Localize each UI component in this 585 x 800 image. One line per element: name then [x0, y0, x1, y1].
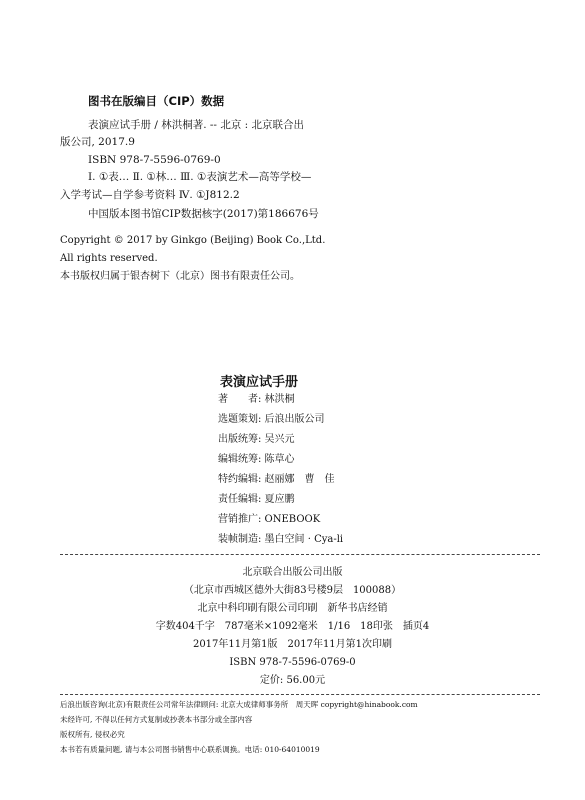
price-line: 定价: 56.00元 — [259, 675, 326, 686]
legal-counsel-line: 后浪出版咨询(北京)有限责任公司常年法律顾问: 北京大成律师事务所 周天晖 copyright@hinabook.com — [60, 700, 418, 709]
credit-marketing: 营销推广: ONEBOOK — [218, 514, 321, 525]
credit-author: 著 者: 林洪桐 — [218, 394, 295, 405]
credit-editing-coord: 编辑统筹: 陈草心 — [218, 454, 295, 465]
cip-subject-line1: Ⅰ. ①表… Ⅱ. ①林… Ⅲ. ①表演艺术—高等学校— — [88, 171, 312, 183]
cip-entry-line1: 表演应试手册 / 林洪桐著. -- 北京 : 北京联合出 — [88, 119, 305, 131]
isbn-line: ISBN 978-7-5596-0769-0 — [229, 657, 356, 668]
copyright-line: Copyright © 2017 by Ginkgo (Beijing) Book Co.,Ltd. — [60, 235, 326, 246]
divider-top — [60, 554, 540, 555]
quality-notice: 本书若有质量问题, 请与本公司图书销售中心联系调换。电话: 010-64010019 — [60, 745, 320, 754]
specs-line: 字数404千字 787毫米×1092毫米 1/16 18印张 插页4 — [155, 621, 430, 632]
credit-design: 装帧制造: 墨白空间 · Cya-li — [218, 534, 344, 545]
credit-special-editors: 特约编辑: 赵丽娜 曹 佳 — [218, 474, 335, 485]
divider-bottom — [60, 694, 540, 695]
no-copy-notice: 未经许可, 不得以任何方式复制或抄袭本书部分或全部内容 — [60, 715, 253, 724]
credit-responsible-editor: 责任编辑: 夏应鹏 — [218, 494, 295, 505]
edition-line: 2017年11月第1版 2017年11月第1次印刷 — [192, 639, 393, 650]
printer-line: 北京中科印刷有限公司印刷 新华书店经销 — [197, 603, 388, 614]
publisher-line: 北京联合出版公司出版 — [242, 567, 343, 578]
cip-entry-line2: 版公司, 2017.9 — [60, 136, 135, 148]
address-line: （北京市西城区德外大街83号楼9层 100088） — [183, 585, 402, 596]
all-rights-line: All rights reserved. — [60, 253, 158, 264]
cip-number: 中国版本图书馆CIP数据核字(2017)第186676号 — [88, 208, 319, 220]
credit-planning: 选题策划: 后浪出版公司 — [218, 414, 325, 425]
cip-isbn: ISBN 978-7-5596-0769-0 — [88, 154, 221, 166]
credit-publishing-coord: 出版统筹: 吴兴元 — [218, 434, 295, 445]
cip-heading: 图书在版编目（CIP）数据 — [88, 94, 225, 108]
cip-subject-line2: 入学考试—自学参考资料 Ⅳ. ①J812.2 — [60, 189, 240, 201]
rights-reserved-notice: 版权所有, 侵权必究 — [60, 730, 125, 739]
book-title: 表演应试手册 — [220, 375, 299, 390]
rights-owner-line: 本书版权归属于银杏树下（北京）图书有限责任公司。 — [60, 271, 300, 282]
